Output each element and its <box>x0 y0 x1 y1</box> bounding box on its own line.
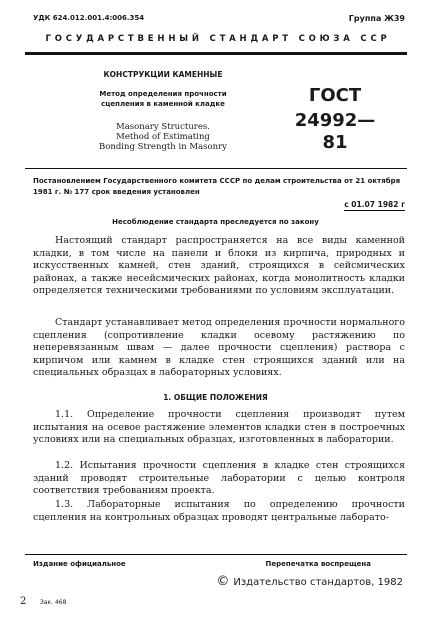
header-rule <box>25 52 407 55</box>
standard-heading: ГОСУДАРСТВЕННЫЙ СТАНДАРТ СОЮЗА ССР <box>45 34 391 44</box>
footer-rule <box>25 554 407 555</box>
decree-text: Постановлением Государственного комитета СССР по делам строительства от 21 октября 1981 г. № 177 срок введения установлен <box>33 177 401 196</box>
gost-number: 24992—81 <box>294 110 376 153</box>
english-title <box>78 122 248 152</box>
document-subtitle <box>78 89 248 109</box>
section-title: 1. ОБЩИЕ ПОЛОЖЕНИЯ <box>163 393 268 402</box>
subtitle-line: сцепления в каменной кладке <box>101 100 225 108</box>
reprint-notice: Перепечатка воспрещена <box>265 560 371 568</box>
copyright-text: Издательство стандартов, 1982 <box>233 577 403 588</box>
body-paragraph: 1.1. Определение прочности сцепления производят путем испытания на осевое растяжение элементов кладки стен в построечных условиях или на специальных образцах, изготовленных в лаборатории. <box>33 409 405 445</box>
effective-date: с 01.07 1982 г <box>344 200 405 209</box>
document-title: КОНСТРУКЦИИ КАМЕННЫЕ <box>103 70 223 79</box>
gost-label: ГОСТ <box>308 85 362 106</box>
page-number: 2 <box>20 596 27 607</box>
english-title-line: Masonary Structures. <box>116 122 210 132</box>
official-edition-label: Издание официальное <box>33 560 126 568</box>
header-line <box>33 14 405 26</box>
english-title-line: Bonding Strength in Masonry <box>99 142 227 152</box>
subtitle-line: Метод определения прочности <box>99 90 227 98</box>
gost-block <box>290 86 380 154</box>
group-code: Группа Ж39 <box>348 14 405 23</box>
udk-code: УДК 624.012.001.4:006.354 <box>33 14 145 22</box>
body-paragraph: Настоящий стандарт распространяется на все виды каменной кладки, в том числе на панели и блоки из кирпича, природных и искусственных камней, стен зданий, строящихся в сейсмических районах, а также несейсмических районах, когда монолитность кладки определяется техническими требованиями по условиям эксплуатации. <box>33 235 405 296</box>
copyright-icon: © <box>216 574 230 589</box>
order-number: Зак. 468 <box>40 599 67 606</box>
english-title-line: Method of Estimating <box>116 132 210 142</box>
body-paragraph: 1.2. Испытания прочности сцепления в кладке стен строящихся зданий проводят строительные лаборатории с целью контроля соответствия требованиям проекта. <box>33 460 405 496</box>
copyright-line <box>216 574 403 589</box>
title-rule <box>25 168 407 169</box>
penalty-notice: Несоблюдение стандарта преследуется по закону <box>112 218 319 226</box>
body-paragraph: 1.3. Лабораторные испытания по определению прочности сцепления на контрольных образцах проводят центральные лаборато- <box>33 499 405 523</box>
body-paragraph: Стандарт устанавливает метод определения прочности нормального сцепления (сопротивление кладки осевому растяжению по неперевязанным швам — далее прочности сцепления) раствора с кирпичом или камнем в кладке стен строящихся зданий или на специальных образцах в лабораторных условиях. <box>33 317 405 378</box>
